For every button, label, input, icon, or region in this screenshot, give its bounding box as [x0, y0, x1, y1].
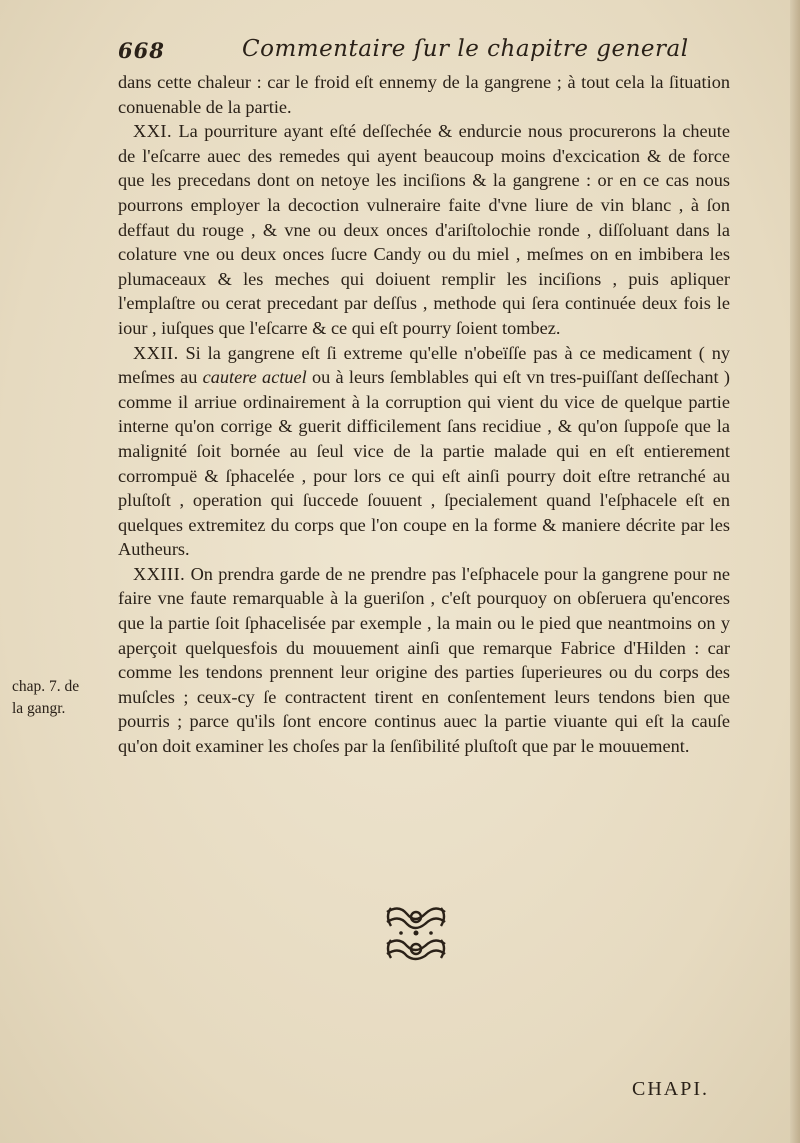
paragraph-number: XXII. — [133, 342, 179, 363]
printer-ornament-icon — [381, 902, 451, 964]
paragraph-xxi — [118, 119, 730, 340]
paragraph-continuation — [118, 70, 730, 119]
paragraph-text: On prendra garde de ne prendre pas l'eſphacele pour la gangrene pour ne faire vne faute remarquable à la gueriſon , c'eſt pourquoy on obſeruera qu'encores que la partie ſoit ſphacelisée par exemple , la main ou le pied que neantmoins on y aperçoit quelquesfois du mouuement ainſi que remarque Fabrice d'Hilden : car comme les tendons prennent leur origine des parties ſuperieures ou du corps des muſcles ; ceux-cy ſe contractent tirent en conſentement leurs tendons bien que pourris ; parce qu'ils ſont encore continus auec la partie viuante qui eſt la cauſe qu'on doit examiner les choſes par la ſenſibilité pluſtoſt que par le mouuement. — [118, 563, 730, 757]
paragraph-number: XXIII. — [133, 563, 186, 584]
page-edge — [790, 0, 800, 1143]
page-header — [118, 38, 718, 70]
emphasis-text: cautere actuel — [202, 367, 307, 388]
paragraph-xxiii — [118, 562, 730, 759]
catchword: CHAPI. — [632, 1078, 710, 1100]
paragraph-text: ou à leurs ſemblables qui eſt vn tres-puiſſant deſſechant ) comme il arriue ordinairement à la corruption qui vient du vice de quelque partie interne qu'on corrige & guerit difficilement ſans recidiue , & qu'on ſuppoſe que la malignité ſoit bornée au ſeul vice de la partie malade qui en eſt entierement corrompuë & ſphacelée , pour lors ce qui eſt ainſi pourry doit eſtre retranché au pluſtoſt , operation qui ſuccede ſouuent , ſpecialement quand l'eſphacele eſt en quelques extremitez du corps que l'on coupe en la forme & maniere décrite par les Autheurs. — [118, 367, 730, 560]
paragraph-number: XXI. — [133, 121, 173, 142]
running-head: Commentaire ſur le chapitre general — [242, 36, 689, 62]
page-number: 668 — [118, 38, 165, 63]
paragraph-text: dans cette chaleur : car le froid eſt ennemy de la gangrene ; à tout cela la ſituation conuenable de la partie. — [118, 72, 730, 117]
body-text — [118, 70, 730, 759]
paragraph-text: La pourriture ayant eſté deſſechée & endurcie nous procurerons la cheute de l'eſcarre auec des remedes qui ayent beaucoup moins d'excication & de force que les precedans dont on netoye les inciſions & la gangrene : or en ce cas nous pourrons employer la decoction vulneraire faite d'vne liure de vin blanc , à ſon deffaut du rouge , & vne ou deux onces d'ariſtolochie ronde , diſſoluant dans la colature vne ou deux onces ſucre Candy ou du miel , meſmes on en imbibera les plumaceaux & les meches qui doiuent remplir les inciſions , puis apliquer l'emplaſtre ou cerat precedant par deſſus , methode qui ſera continuée deux fois le iour , iuſques que l'eſcarre & ce qui eſt pourry ſoient tombez. — [118, 121, 730, 338]
paragraph-text: Si la gangrene eſt ſi extreme qu'elle n'obeïſſe pas à ce medicament ( ny meſmes au — [118, 342, 730, 388]
margin-note-line: chap. 7. de — [12, 678, 80, 695]
margin-note-line: la gangr. — [12, 700, 66, 717]
paragraph-xxii — [118, 341, 730, 562]
margin-note — [12, 676, 104, 720]
